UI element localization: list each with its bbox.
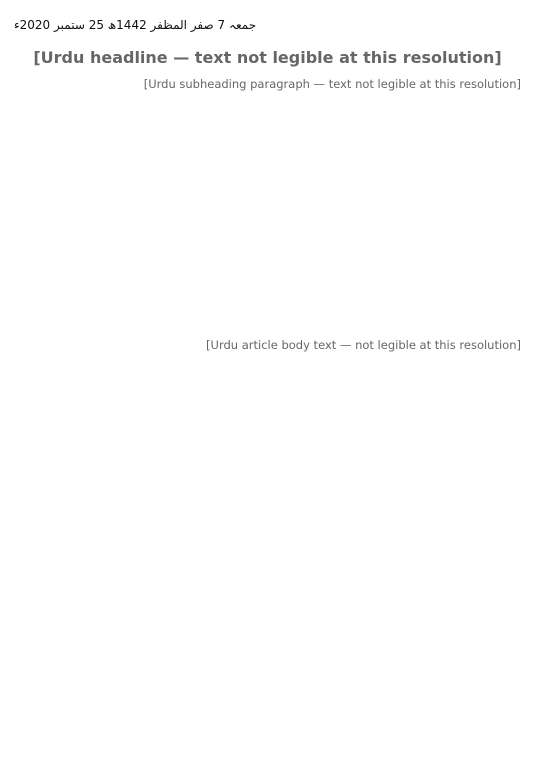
- headline: [Urdu headline — text not legible at this resolution]: [33, 47, 502, 67]
- section-gap: [14, 306, 521, 336]
- article-paragraph: [Urdu article body text — not legible at this resolution]: [206, 338, 521, 352]
- article-body: [14, 336, 521, 756]
- dateline: جمعہ 7 صفر المظفر 1442ھ 25 ستمبر 2020ء: [14, 18, 257, 32]
- deck-paragraph: [Urdu subheading paragraph — text not legible at this resolution]: [143, 77, 521, 91]
